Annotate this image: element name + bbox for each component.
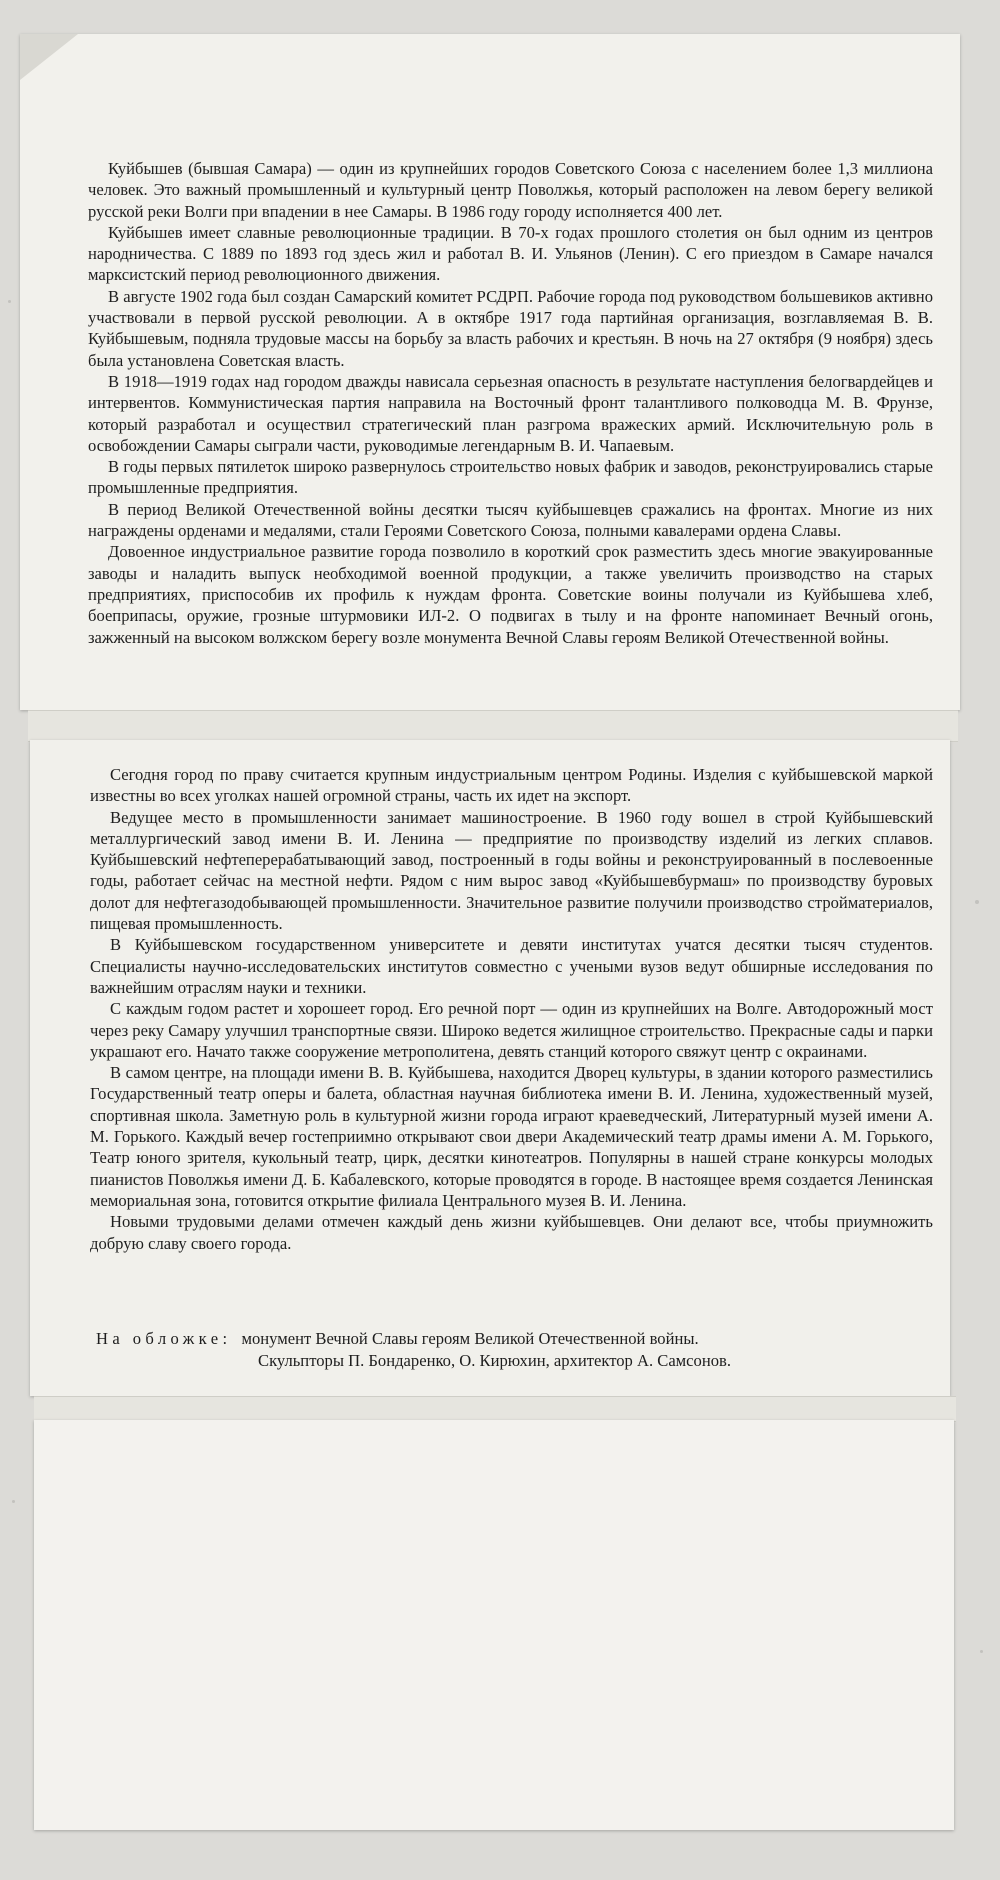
cover-description: монумент Вечной Славы героям Великой Отечественной войны.: [241, 1329, 699, 1348]
cover-authors: Скульпторы П. Бондаренко, О. Кирюхин, архитектор А. Самсонов.: [258, 1350, 732, 1370]
paragraph: В августе 1902 года был создан Самарский комитет РСДРП. Рабочие города под руководством большевиков активно участвовали в первой русской революции. А в октябре 1917 года партийная организация, возглавляемая В. В. Куйбышевым, подняла трудовые массы на борьбу за власть рабочих и крестьян. В ночь на 27 октября (9 ноября) здесь была установлена Советская власть.: [88, 286, 933, 370]
cover-label: На обложке:: [96, 1329, 232, 1348]
paragraph: Куйбышев (бывшая Самара) — один из крупнейших городов Советского Союза с населением более 1,3 миллиона человек. Это важный промышленный и культурный центр Поволжья, который расположен на левом берегу великой русской реки Волги при впадении в нее Самары. В 1986 году городу исполняется 400 лет.: [88, 159, 933, 221]
paragraph: Сегодня город по праву считается крупным индустриальным центром Родины. Изделия с куйбышевской маркой известны во всех уголках нашей огромной страны, часть их идет на экспорт.: [90, 765, 933, 806]
history-text: [88, 158, 933, 648]
paragraph: В самом центре, на площади имени В. В. Куйбышева, находится Дворец культуры, в здании которого разместились Государственный театр оперы и балета, областная научная библиотека имени В. И. Ленина, художественный музей, спортивная школа. Заметную роль в культурной жизни города играют краеведческий, Литературный музей имени А. М. Горького. Каждый вечер гостеприимно открывают свои двери Академический театр драмы имени А. М. Горького, Театр юного зрителя, кукольный театр, цирк, десятки кинотеатров. Популярны в нашей стране конкурсы молодых пианистов Поволжья имени Д. Б. Кабалевского, которые проводятся в городе. В настоящее время создается Ленинская мемориальная зона, готовится открытие филиала Центрального музея В. И. Ленина.: [90, 1063, 933, 1210]
backdrop-texture: [12, 1500, 15, 1503]
fold-crease-upper: [28, 710, 958, 742]
backdrop-texture: [975, 900, 979, 904]
fold-crease-lower: [34, 1396, 956, 1422]
paragraph: В период Великой Отечественной войны десятки тысяч куйбышевцев сражались на фронтах. Многие из них награждены орденами и медалями, стали Героями Советского Союза, полными кавалерами ордена Славы.: [88, 499, 933, 541]
booklet-bottom-panel-blank: [34, 1420, 954, 1830]
paragraph: С каждым годом растет и хорошеет город. Его речной порт — один из крупнейших на Волге. Автодорожный мост через реку Самару улучшил транспортные связи. Широко ведется жилищное строительство. Прекрасные сады и парки украшают его. Начато также сооружение метрополитена, девять станций которого свяжут центр с окраинами.: [90, 999, 933, 1061]
paragraph: Куйбышев имеет славные революционные традиции. В 70-х годах прошлого столетия он был одним из центров народничества. С 1889 по 1893 год здесь жил и работал В. И. Ульянов (Ленин). С его приездом в Самаре начался марксистский период революционного движения.: [88, 222, 933, 285]
cover-credit-note: [96, 1328, 936, 1371]
paragraph: Ведущее место в промышленности занимает машиностроение. В 1960 году вошел в строй Куйбышевский металлургический завод имени В. И. Ленина — предприятие по производству изделий из легких сплавов. Куйбышевский нефтеперерабатывающий завод, построенный в годы войны и реконструированный в послевоенные годы, работает сейчас на местной нефти. Рядом с ним вырос завод «Куйбышевбурмаш» по производству буровых долот для нефтегазодобывающей промышленности. Значительное развитие получили производство стройматериалов, пищевая промышленность.: [90, 807, 933, 934]
folded-corner: [20, 34, 78, 80]
modern-city-text: [90, 764, 933, 1254]
paragraph: В Куйбышевском государственном университете и девяти институтах учатся десятки тысяч студентов. Специалисты научно-исследовательских институтов совместно с учеными вузов ведут обширные исследования по важнейшим отраслям науки и техники.: [90, 935, 933, 997]
backdrop-texture: [980, 1650, 983, 1653]
paragraph: В 1918—1919 годах над городом дважды нависала серьезная опасность в результате наступления белогвардейцев и интервентов. Коммунистическая партия направила на Восточный фронт талантливого полководца М. В. Фрунзе, который разработал и осуществил стратегический план разгрома вражеских армий. Исключительную роль в освобождении Самары сыграли части, руководимые легендарным В. И. Чапаевым.: [88, 371, 933, 455]
backdrop-texture: [8, 300, 11, 303]
paragraph: В годы первых пятилеток широко развернулось строительство новых фабрик и заводов, реконструировались старые промышленные предприятия.: [88, 457, 933, 498]
paragraph: Довоенное индустриальное развитие города позволило в короткий срок разместить здесь многие эвакуированные заводы и наладить выпуск необходимой военной продукции, а также увеличить производство на старых предприятиях, приспособив их профиль к нуждам фронта. Советские воины получали из Куйбышева хлеб, боеприпасы, оружие, грозные штурмовики ИЛ-2. О подвигах в тылу и на фронте напоминает Вечный огонь, зажженный на высоком волжском берегу возле монумента Вечной Славы героям Великой Отечественной войны.: [88, 542, 933, 647]
paragraph: Новыми трудовыми делами отмечен каждый день жизни куйбышевцев. Они делают все, чтобы приумножить добрую славу своего города.: [90, 1212, 933, 1253]
